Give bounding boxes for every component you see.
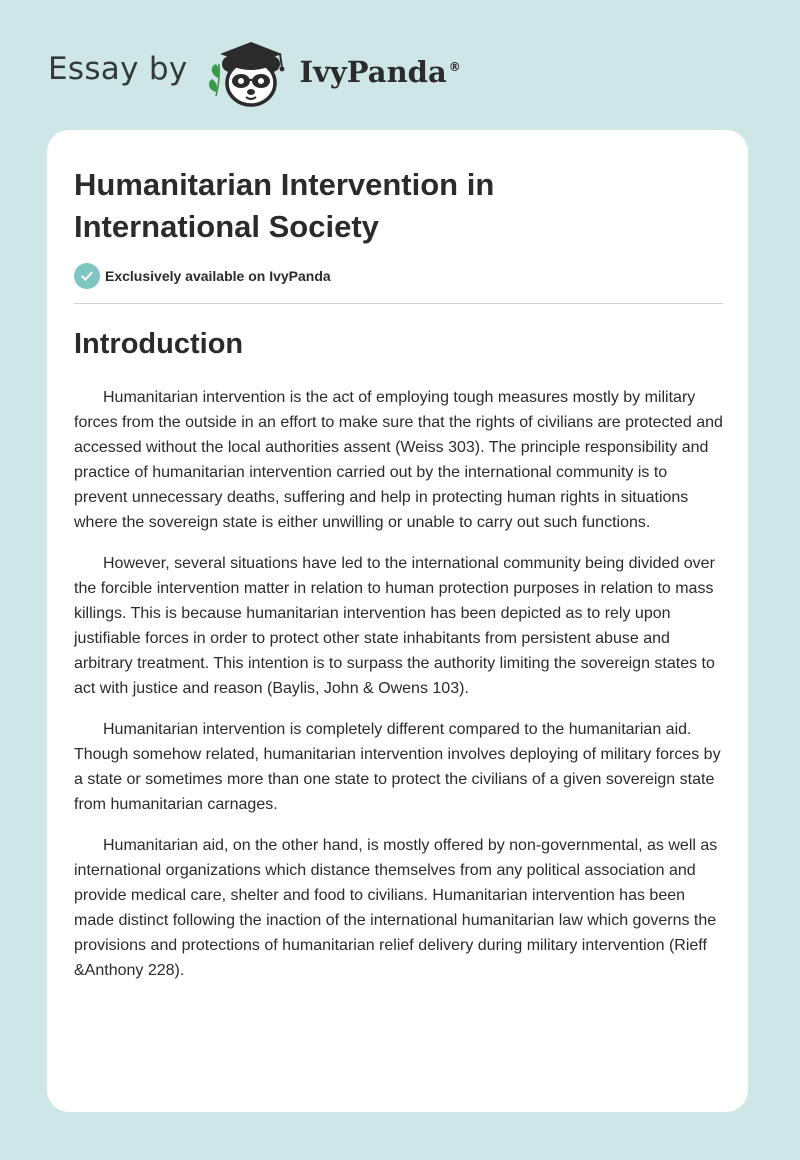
exclusive-badge-label: Exclusively available on IvyPanda: [105, 268, 331, 284]
panda-graduate-icon: [206, 34, 296, 110]
essay-body: [74, 385, 724, 999]
exclusive-badge: [74, 263, 331, 289]
title-divider: [74, 303, 723, 304]
essay-by-label: Essay by: [48, 51, 188, 87]
brand-name: [300, 55, 461, 89]
paragraph: Humanitarian aid, on the other hand, is mostly offered by non-governmental, as well as international organizations which distance themselves from any political association and provide medical care, shelter and food to civilians. Humanitarian intervention has been made distinct following the inaction of the international humanitarian law which governs the provisions and protections of humanitarian relief delivery during military intervention (Rieff &Anthony 228).: [74, 837, 718, 979]
section-heading-introduction: Introduction: [74, 328, 244, 360]
essay-title: Humanitarian Intervention in International Society: [74, 167, 495, 244]
paragraph: However, several situations have led to the international community being divided over the forcible intervention matter in relation to human protection purposes in relation to mass killings. This is because humanitarian intervention has been depicted as to rely upon justifiable forces in order to protect other state inhabitants from persistent abuse and arbitrary treatment. This intention is to surpass the authority limiting the sovereign states to act with justice and reason (Baylis, John & Owens 103).: [74, 555, 715, 697]
essay-card: [47, 130, 748, 1112]
paragraph: Humanitarian intervention is completely different compared to the humanitarian aid. Though somehow related, humanitarian intervention involves deploying of military forces by a state or sometimes more than one state to protect the civilians of a given sovereign state from humanitarian carnages.: [74, 721, 721, 813]
paragraph: Humanitarian intervention is the act of employing tough measures mostly by military forces from the outside in an effort to make sure that the rights of civilians are protected and accessed without the local authorities assent (Weiss 303). The principle responsibility and practice of humanitarian intervention carried out by the international community is to prevent unnecessary deaths, suffering and help in protecting human rights in situations where the sovereign state is either unwilling or unable to carry out such functions.: [74, 389, 723, 531]
registered-mark: ®: [448, 60, 461, 75]
brand-name-text: IvyPanda: [299, 55, 447, 89]
check-circle-icon: [74, 263, 100, 289]
site-header-brand[interactable]: [48, 34, 461, 110]
